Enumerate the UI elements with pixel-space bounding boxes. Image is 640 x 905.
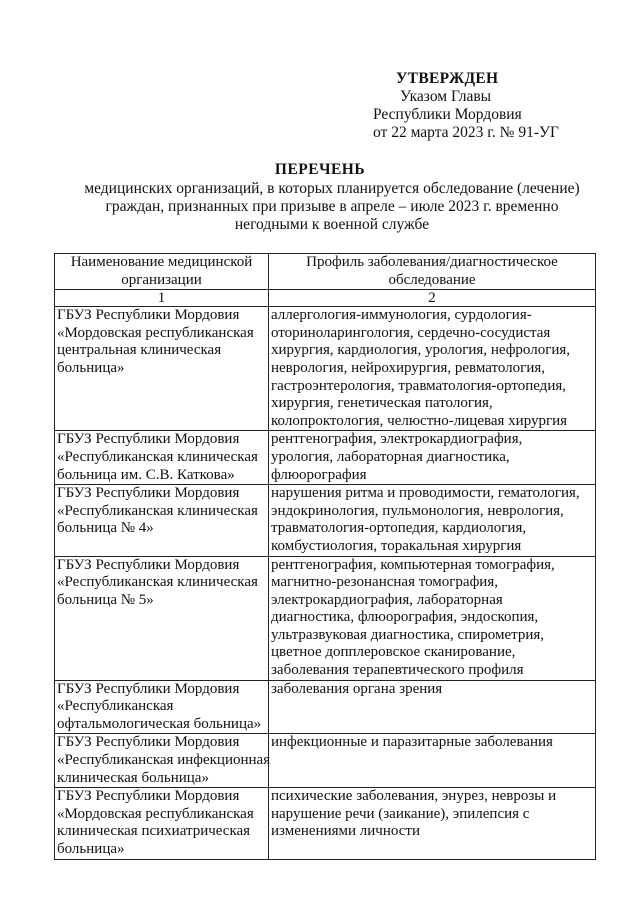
profile-cell (269, 485, 596, 556)
profile-line: неврология, нейрохирургия, ревматология, (271, 359, 545, 376)
header-profile (269, 254, 596, 290)
table-row (55, 485, 596, 556)
document-subtitle (82, 180, 582, 234)
profile-line: психические заболевания, энурез, неврозы и (271, 788, 557, 805)
profile-line: диагностика, флюорография, эндоскопия, (271, 609, 539, 626)
organization-line: центральная клиническая (57, 342, 222, 359)
organization-line: «Республиканская клиническая (57, 502, 258, 519)
profile-cell (269, 680, 596, 734)
profile-line: комбустиология, торакальная хирургия (271, 537, 522, 554)
approval-line-decree: Указом Главы (400, 88, 492, 105)
organization-line: «Республиканская (57, 698, 174, 715)
table-header-row (55, 254, 596, 290)
organization-line: ГБУЗ Республики Мордовия (57, 431, 240, 448)
profile-line: рентгенография, компьютерная томография, (271, 556, 555, 573)
profile-line: колопроктология, челюстно-лицевая хирургия (271, 412, 568, 429)
profile-line: электрокардиография, лабораторная (271, 591, 503, 608)
organization-line: ГБУЗ Республики Мордовия (57, 485, 240, 502)
organization-cell (55, 485, 269, 556)
organization-line: «Мордовская республиканская (57, 324, 254, 341)
table-row (55, 680, 596, 734)
column-number-row (55, 290, 596, 307)
profile-line: гастроэнтерология, травматология-ортопедия, (271, 377, 566, 394)
table-row (55, 431, 596, 485)
column-number: 1 (55, 290, 269, 307)
organization-line: «Республиканская инфекционная (57, 752, 271, 769)
organizations-table (54, 253, 596, 860)
subtitle-line: медицинских организаций, в которых планируется обследование (лечение) (84, 180, 580, 197)
profile-line: нарушение речи (заикание), эпилепсия с (271, 805, 530, 822)
organization-line: «Республиканская клиническая (57, 448, 258, 465)
organization-line: «Мордовская республиканская (57, 805, 254, 822)
header-line: организации (121, 271, 202, 288)
organization-cell (55, 734, 269, 788)
organization-cell (55, 788, 269, 859)
profile-line: аллергология-иммунология, сурдология- (271, 307, 532, 324)
profile-line: нарушения ритма и проводимости, гематология, (271, 485, 580, 502)
profile-line: рентгенография, электрокардиография, (271, 431, 523, 448)
organization-cell (55, 556, 269, 680)
organization-line: больница им. С.В. Каткова» (57, 466, 235, 483)
profile-line: ультразвуковая диагностика, спирометрия, (271, 626, 545, 643)
organization-line: ГБУЗ Республики Мордовия (57, 680, 240, 697)
approval-line-region: Республики Мордовия (373, 106, 522, 123)
header-line: обследование (388, 271, 476, 288)
table-body (55, 254, 596, 860)
table-row (55, 788, 596, 859)
table-row (55, 307, 596, 431)
approval-stamp (370, 70, 610, 142)
profile-cell (269, 556, 596, 680)
profile-line: инфекционные и паразитарные заболевания (271, 734, 553, 751)
subtitle-line: негодными к военной службе (234, 216, 430, 233)
header-line: Профиль заболевания/диагностическое (306, 254, 558, 270)
organization-cell (55, 307, 269, 431)
profile-line: урология, лабораторная диагностика, (271, 448, 510, 465)
organization-line: ГБУЗ Республики Мордовия (57, 307, 240, 324)
organization-line: больница» (57, 841, 125, 857)
organization-line: клиническая больница» (57, 769, 209, 786)
organization-line: клиническая психиатрическая (57, 823, 251, 840)
approval-title: УТВЕРЖДЕН (396, 70, 499, 87)
profile-cell (269, 788, 596, 859)
profile-line: изменениями личности (271, 823, 420, 840)
organization-line: ГБУЗ Республики Мордовия (57, 734, 240, 751)
organization-line: ГБУЗ Республики Мордовия (57, 556, 240, 573)
organization-line: больница № 5» (57, 591, 154, 608)
organization-line: «Республиканская клиническая (57, 574, 258, 591)
approval-line-date: от 22 марта 2023 г. № 91-УГ (373, 124, 559, 141)
header-line: Наименование медицинской (70, 254, 253, 270)
organization-cell (55, 680, 269, 734)
profile-line: эндокринология, пульмонология, неврология, (271, 502, 564, 519)
profile-line: травматология-ортопедия, кардиология, (271, 520, 527, 537)
table-row (55, 734, 596, 788)
profile-line: флюорография (271, 466, 367, 483)
organization-line: ГБУЗ Республики Мордовия (57, 788, 240, 805)
profile-cell (269, 307, 596, 431)
column-number: 2 (269, 290, 596, 307)
organization-line: больница» (57, 359, 125, 376)
subtitle-line: граждан, признанных при призыве в апреле – июле 2023 г. временно (105, 198, 559, 215)
profile-cell (269, 734, 596, 788)
profile-line: хирургия, кардиология, урология, нефрология, (271, 342, 571, 359)
organization-line: больница № 4» (57, 520, 154, 537)
profile-line: хирургия, генетическая патология, (271, 395, 493, 412)
profile-line: заболевания органа зрения (271, 680, 443, 697)
table-row (55, 556, 596, 680)
document-title: ПЕРЕЧЕНЬ (274, 161, 366, 178)
profile-cell (269, 431, 596, 485)
organization-line: офтальмологическая больница» (57, 715, 262, 732)
profile-line: цветное допплеровское сканирование, (271, 644, 516, 661)
profile-line: оториноларингология, сердечно-сосудистая (271, 324, 551, 341)
profile-line: магнитно-резонансная томография, (271, 574, 498, 591)
header-organization (55, 254, 269, 290)
profile-line: заболевания терапевтического профиля (271, 662, 524, 679)
organization-cell (55, 431, 269, 485)
